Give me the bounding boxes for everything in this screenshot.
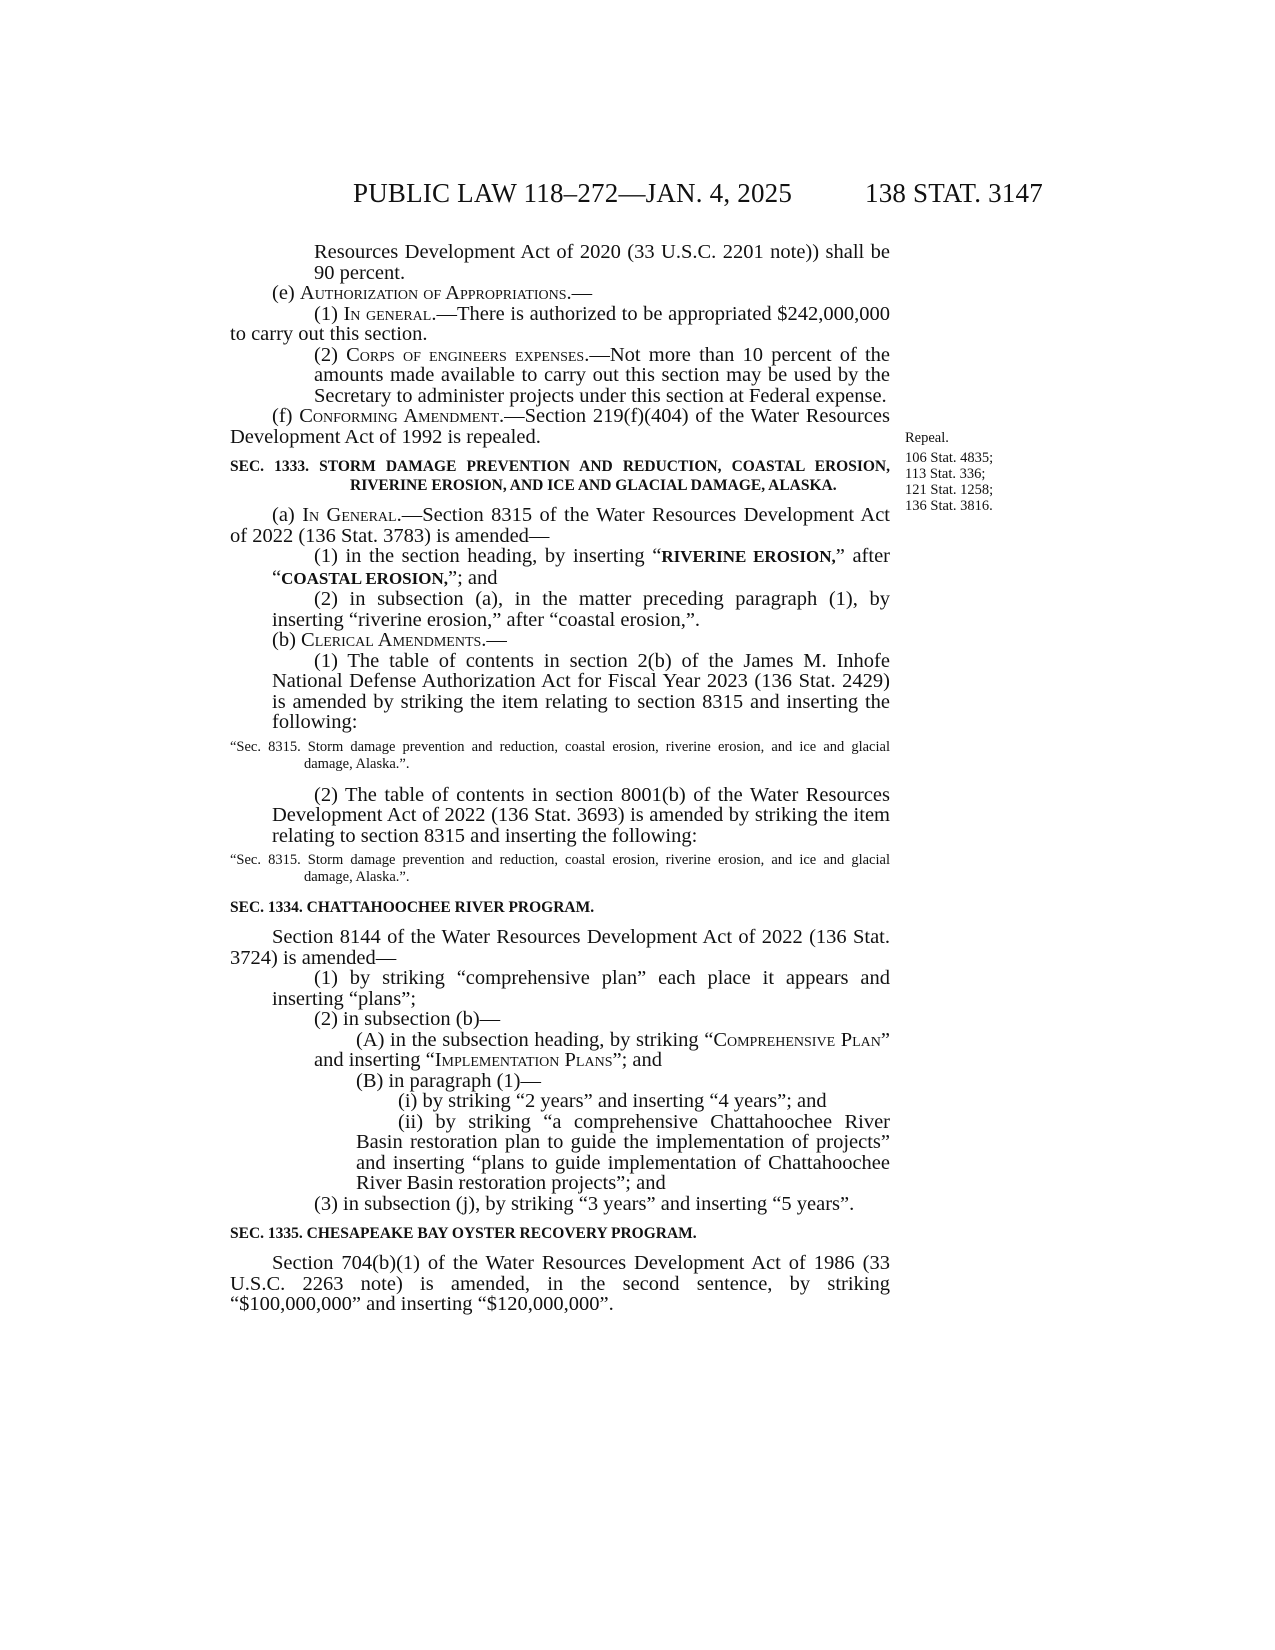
subsection-f: (f) Conforming Amendment.—Section 219(f)(404) of the Water Resources Development Act of 1992 is repealed.: [230, 405, 891, 448]
section-1334-item-3: (3) in subsection (j), by striking “3 years” and inserting “5 years”.: [314, 1192, 855, 1215]
running-header: [0, 178, 1275, 218]
paragraph-b2: (2) The table of contents in section 8001(b) of the Water Resources Development Act of 2022 (136 Stat. 3693) is amended by striking the item relating to section 8315 and inserting the following:: [272, 783, 890, 847]
section-1334-item-i: (i) by striking “2 years” and inserting “4 years”; and: [398, 1090, 827, 1112]
subsection-a: (a) In General.—Section 8315 of the Water Resources Development Act of 2022 (136 Stat. 3783) is amended—: [230, 504, 890, 547]
section-1334-item-A: (A) in the subsection heading, by striking “Comprehensive Plan” and inserting “Implementation Plans”; and: [314, 1028, 890, 1071]
paragraph-b1: (1) The table of contents in section 2(b) of the James M. Inhofe National Defense Authorization Act for Fiscal Year 2023 (136 Stat. 2429) is amended by striking the item relating to section 8315 and inserting the following:: [272, 649, 890, 733]
paragraph-a2: (2) in subsection (a), in the matter preceding paragraph (1), by inserting “riverine erosion,” after “coastal erosion,”.: [272, 588, 890, 631]
toc-entry-8315: “Sec. 8315. Storm damage prevention and reduction, coastal erosion, riverine erosion, and ice and glacial damage, Alaska.”.: [230, 738, 890, 772]
stat-page-number: 138 STAT. 3147: [865, 178, 1043, 208]
section-1334-intro: Section 8144 of the Water Resources Development Act of 2022 (136 Stat. 3724) is amended—: [230, 926, 890, 969]
section-heading-1335: SEC. 1335. CHESAPEAKE BAY OYSTER RECOVERY PROGRAM.: [230, 1225, 697, 1242]
section-1334-item-ii: (ii) by striking “a comprehensive Chattahoochee River Basin restoration plan to guide the implementation of projects” and inserting “plans to guide implementation of Chattahoochee River Basin restoration projects”; and: [356, 1110, 890, 1194]
margin-note: [905, 430, 1035, 514]
margin-repeal: Repeal.: [905, 430, 949, 446]
section-1335-text: Section 704(b)(1) of the Water Resources Development Act of 1986 (33 U.S.C. 2263 note) is amended, in the second sentence, by striking “$100,000,000” and inserting “$120,000,000”.: [230, 1252, 890, 1315]
paragraph-continued: Resources Development Act of 2020 (33 U.S.C. 2201 note)) shall be 90 percent.: [314, 241, 890, 284]
margin-citation: 113 Stat. 336;: [905, 466, 986, 482]
margin-citation: 121 Stat. 1258;: [905, 482, 994, 498]
document-body: [230, 242, 890, 1315]
section-heading-1334: SEC. 1334. CHATTAHOOCHEE RIVER PROGRAM.: [230, 899, 595, 916]
subsection-b: (b) Clerical Amendments.—: [272, 629, 507, 651]
toc-entry-8315: “Sec. 8315. Storm damage prevention and reduction, coastal erosion, riverine erosion, and ice and glacial damage, Alaska.”.: [230, 852, 890, 885]
public-law-citation: PUBLIC LAW 118–272—JAN. 4, 2025: [353, 178, 793, 208]
margin-citation: 106 Stat. 4835;: [905, 450, 994, 466]
paragraph-e2: (2) Corps of engineers expenses.—Not more than 10 percent of the amounts made available to carry out this section may be used by the Secretary to administer projects under this section at Federal expense.: [314, 343, 890, 407]
section-1334-item-2: (2) in subsection (b)—: [314, 1008, 501, 1030]
paragraph-a1: (1) in the section heading, by inserting “RIVERINE EROSION,” after “COASTAL EROSION,”; and: [272, 545, 890, 589]
section-heading-1333: SEC. 1333. STORM DAMAGE PREVENTION AND REDUCTION, COASTAL EROSION, RIVERINE EROSION, AND ICE AND GLACIAL DAMAGE, ALASKA.: [230, 458, 890, 494]
section-1334-item-1: (1) by striking “comprehensive plan” each place it appears and inserting “plans”;: [272, 967, 890, 1010]
margin-citation: 136 Stat. 3816.: [905, 498, 993, 514]
subsection-e: (e) Authorization of Appropriations.—: [272, 282, 593, 304]
section-1334-item-B: (B) in paragraph (1)—: [356, 1069, 542, 1092]
paragraph-e1: (1) In general.—There is authorized to be appropriated $242,000,000 to carry out this section.: [230, 302, 891, 345]
